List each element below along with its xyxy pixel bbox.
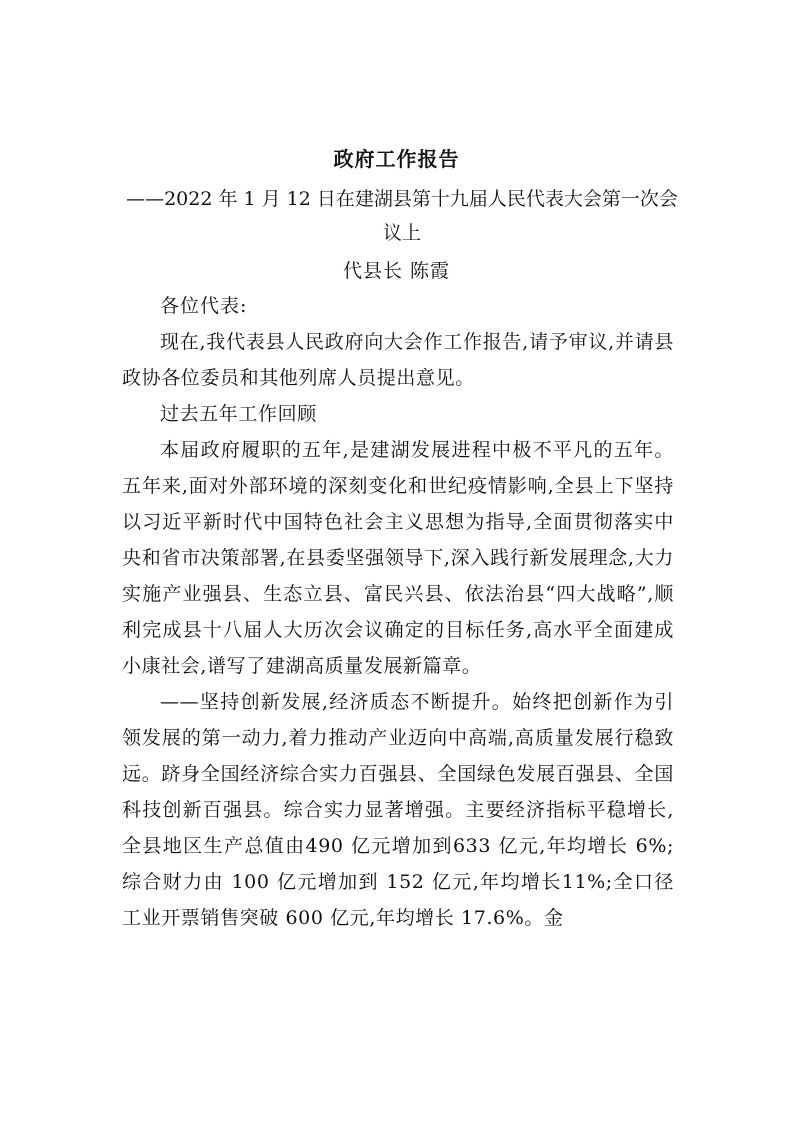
- body-paragraph: ——坚持创新发展,经济质态不断提升。始终把创新作为引领发展的第一动力,着力推动产业迈向中高端,高质量发展行稳致远。跻身全国经济综合实力百强县、全国绿色发展百强县、全国科技创新百强县。综合实力显著增强。主要经济指标平稳增长,全县地区生产总值由490 亿元增加到633 亿元,年均增长 6%;综合财力由 100 亿元增加到 152 亿元,年均增长11%;全口径工业开票销售突破 600 亿元,年均增长 17.6%。金: [122, 691, 674, 929]
- salutation-paragraph: 各位代表:: [160, 295, 248, 317]
- document-author: 代县长 陈霞: [342, 260, 451, 282]
- document-body: [122, 288, 674, 936]
- document-subtitle: ——2022 年 1 月 12 日在建湖县第十九届人民代表大会第一次会议上: [126, 188, 678, 244]
- section-heading: 过去五年工作回顾: [160, 403, 317, 425]
- body-paragraph: 现在,我代表县人民政府向大会作工作报告,请予审议,并请县政协各位委员和其他列席人员提出意见。: [122, 331, 674, 389]
- body-paragraph: 本届政府履职的五年,是建湖发展进程中极不平凡的五年。五年来,面对外部环境的深刻变化和世纪疫情影响,全县上下坚持以习近平新时代中国特色社会主义思想为指导,全面贯彻落实中央和省市决策部署,在县委坚强领导下,深入践行新发展理念,大力实施产业强县、生态立县、富民兴县、依法治县“四大战略”,顺利完成县十八届人大历次会议确定的目标任务,高水平全面建成小康社会,谱写了建湖高质量发展新篇章。: [122, 439, 674, 677]
- document-title: 政府工作报告: [333, 147, 460, 171]
